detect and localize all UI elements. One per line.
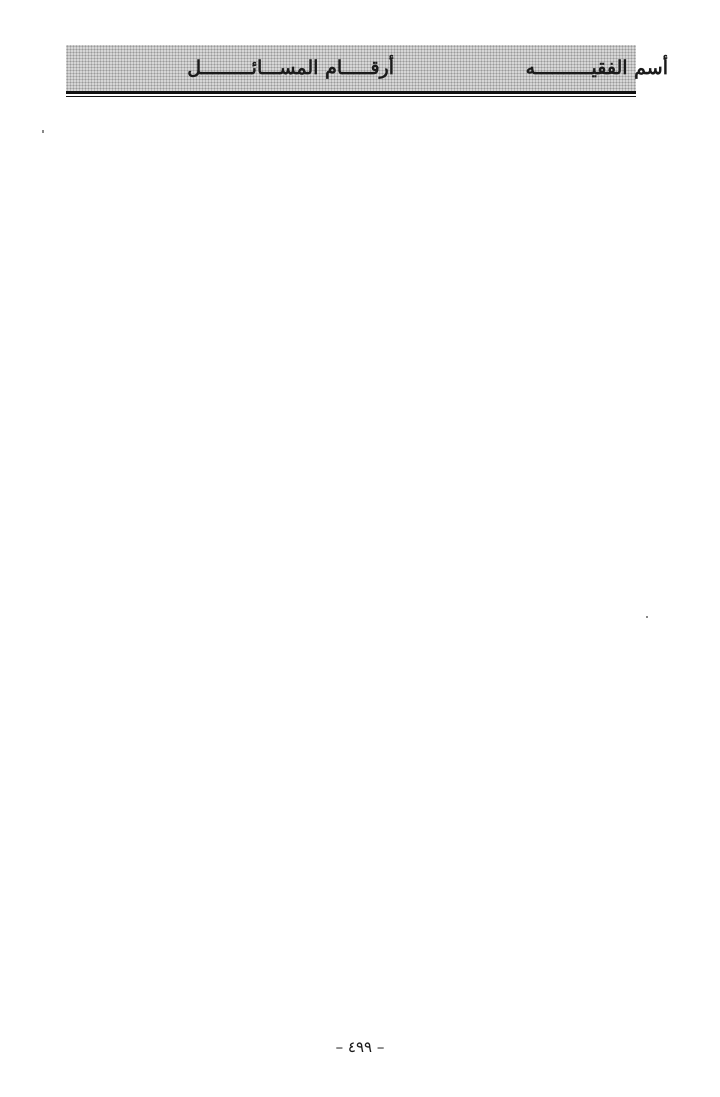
header-numbers-column: أرقـــــام المســـائـــــــــل	[187, 57, 394, 79]
header-rule-thick	[66, 91, 636, 94]
page-number: – ٤٩٩ –	[335, 1038, 385, 1056]
header-name-column: أسم الفقيــــــــــه	[525, 57, 668, 79]
scan-speck	[42, 130, 44, 133]
scan-speck	[646, 616, 648, 618]
header-rule-thin	[66, 96, 636, 97]
